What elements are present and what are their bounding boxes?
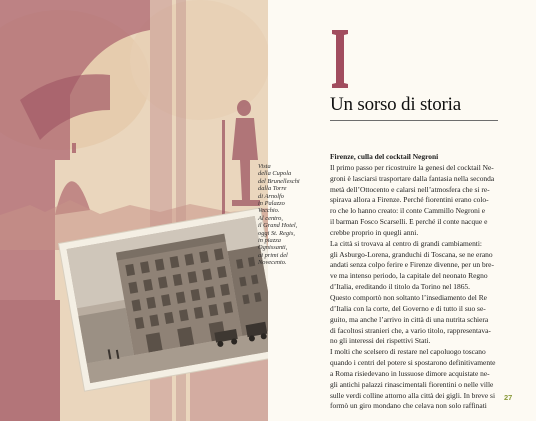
body-line: andati senza colpo ferire e Firenze divenne, per un bre- — [330, 260, 494, 270]
caption-line: della Cupola — [258, 170, 292, 178]
body-line: gli antichi palazzi rinascimentali fiorentini o nelle ville — [330, 379, 494, 389]
body-line: Questo comportò non soltanto l’insediamento del Re — [330, 292, 487, 302]
caption-line: di Arnolfo — [258, 192, 284, 200]
body-line: d’Italia, ereditando il titolo da Torino nel 1865. — [330, 282, 471, 292]
body-line: I molti che scelsero di restare nel capoluogo toscano — [330, 347, 486, 357]
caption-line: Novecento. — [258, 259, 287, 267]
caption-line: il Grand Hotel, — [258, 222, 298, 230]
caption-line: in piazza — [258, 237, 281, 245]
section-heading: Firenze, culla del cocktail Negroni — [330, 152, 439, 161]
body-line: groni è lasciarsi trasportare dalla fantasia nella seconda — [330, 173, 495, 183]
caption-line: Al centro, — [258, 214, 283, 222]
body-line: no gli interessi dei rispettivi Stati. — [330, 336, 431, 346]
chapter-title: Un sorso di storia — [330, 94, 461, 115]
body-line: d’Italia con la corte, del Governo e di tutto il suo se- — [330, 303, 486, 313]
body-line: Il primo passo per ricostruire la genesi del cocktail Ne- — [330, 162, 494, 172]
title-divider — [330, 120, 498, 121]
body-line: quando i centri del potere si spostarono definitivamente — [330, 358, 496, 368]
body-line: a Roma risiedevano in lussuose dimore acquistate ne- — [330, 368, 490, 378]
chapter-number-glyph — [329, 28, 351, 90]
caption-line: dalla Torre — [258, 185, 287, 193]
body-line: guito, ma anche l’arrivo in città di una nutrita schiera — [330, 314, 489, 324]
caption-line: Ognissanti, — [258, 244, 288, 252]
body-line: di facoltosi stranieri che, a vario titolo, rappresentava- — [330, 325, 491, 335]
body-line: La città si trovava al centro di grandi cambiamenti: — [330, 238, 482, 248]
caption-line: oggi St. Regis, — [258, 229, 295, 237]
body-line: ve ma intenso periodo, la capitale del neonato Regno — [330, 271, 488, 281]
caption-line: del Brunelleschi — [258, 177, 300, 185]
body-line: spirava allora a Firenze. Perché fiorentini erano colo- — [330, 195, 489, 205]
caption-line: ai primi del — [258, 251, 288, 259]
body-line: sulle verdi colline attorno alla città dei gigli. In breve si — [330, 390, 496, 400]
body-line: gli Asburgo-Lorena, granduchi di Toscana, se ne erano — [330, 249, 493, 259]
body-line: ro che lo hanno creato: il conte Cammillo Negroni e — [330, 206, 486, 216]
body-line: il barman Fosco Scarselli. E perché il conte nacque e — [330, 217, 488, 227]
photo-caption — [258, 163, 316, 267]
caption-line: in Palazzo — [258, 200, 285, 208]
body-line: metà dell’Ottocento e calarsi nell’atmosfera che si re- — [330, 184, 490, 194]
caption-line: Vecchio. — [258, 207, 280, 215]
caption-line: Vista — [258, 163, 271, 170]
body-line: crebbe proprio in quegli anni. — [330, 227, 419, 237]
page-number: 27 — [504, 393, 513, 402]
chapter-body — [330, 152, 500, 412]
body-line: formò un giro mondano che celava non solo raffinati — [330, 401, 487, 411]
